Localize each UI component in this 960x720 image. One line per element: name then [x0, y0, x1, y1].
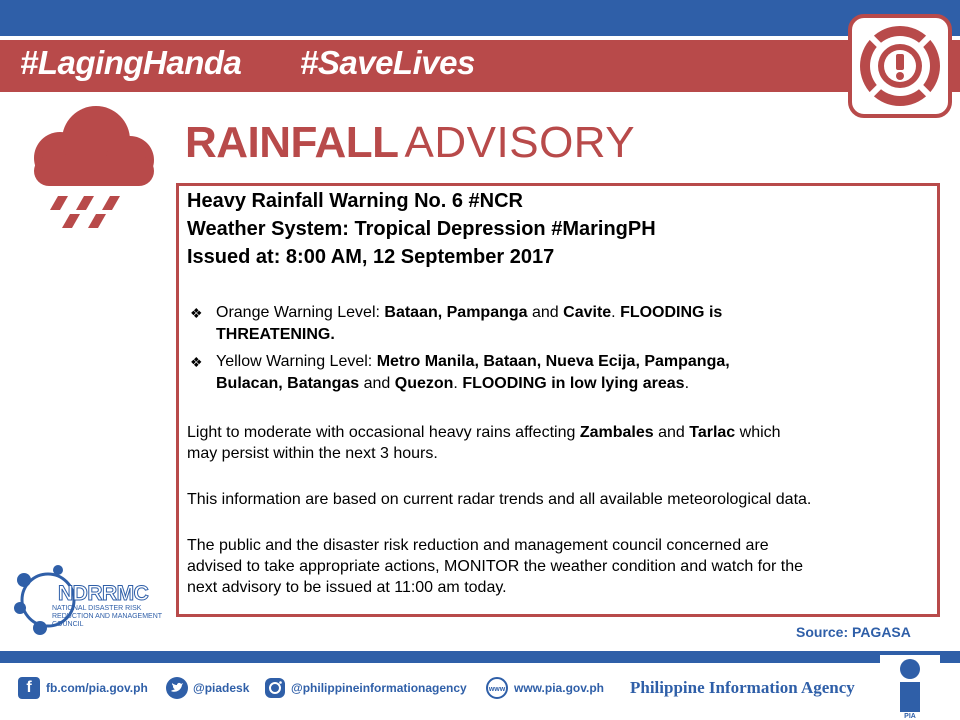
top-blue-bar — [0, 0, 960, 36]
twitter-handle[interactable]: @piadesk — [193, 681, 250, 695]
bottom-blue-bar — [0, 651, 960, 663]
rain-paragraph-line2: may persist within the next 3 hours. — [187, 445, 438, 462]
twitter-icon — [166, 677, 188, 699]
public-paragraph-line1: The public and the disaster risk reduction and management council concerned are — [187, 537, 769, 554]
svg-text:www: www — [488, 686, 506, 693]
ndrrmc-name: NDRRMC — [58, 582, 149, 605]
rain-cloud-icon — [18, 100, 168, 240]
title-advisory: ADVISORY — [404, 118, 636, 167]
instagram-handle[interactable]: @philippineinformationagency — [291, 681, 467, 695]
alert-lifebuoy-icon — [848, 14, 952, 118]
orange-warning-line1: Orange Warning Level: Bataan, Pampanga and Cavite. FLOODING is — [216, 304, 723, 321]
yellow-warning-line1: Yellow Warning Level: Metro Manila, Bataan, Nueva Ecija, Pampanga, — [216, 353, 730, 370]
pia-logo-icon — [880, 655, 940, 720]
svg-text:PIA: PIA — [904, 713, 916, 720]
public-paragraph-line3: next advisory to be issued at 11:00 am today. — [187, 579, 507, 596]
hashtag-laginghanda: #LagingHanda — [20, 44, 242, 81]
agency-name: Philippine Information Agency — [630, 678, 855, 697]
hashtag-savelives: #SaveLives — [300, 44, 475, 81]
bullet-diamond-icon: ❖ — [190, 305, 203, 321]
weather-system: Weather System: Tropical Depression #MaringPH — [187, 218, 656, 240]
website-link[interactable]: www.pia.gov.ph — [514, 681, 604, 695]
issued-at: Issued at: 8:00 AM, 12 September 2017 — [187, 246, 555, 268]
yellow-warning-line2: Bulacan, Batangas and Quezon. FLOODING in low lying areas. — [216, 375, 690, 392]
info-paragraph: This information are based on current radar trends and all available meteorological data. — [187, 491, 812, 508]
instagram-icon — [264, 677, 286, 699]
page-title — [185, 118, 635, 168]
globe-icon — [486, 677, 508, 699]
bullet-diamond-icon: ❖ — [190, 354, 203, 370]
ndrrmc-subtitle: NATIONAL DISASTER RISK REDUCTION AND MANAGEMENT COUNCIL — [52, 605, 162, 628]
public-paragraph-line2: advised to take appropriate actions, MONITOR the weather condition and watch for the — [187, 558, 804, 575]
warning-number: Heavy Rainfall Warning No. 6 #NCR — [187, 190, 523, 212]
source-label: Source: PAGASA — [796, 624, 911, 640]
title-rainfall: RAINFALL — [185, 118, 399, 167]
facebook-icon: f — [18, 677, 40, 699]
rain-paragraph-line1: Light to moderate with occasional heavy rains affecting Zambales and Tarlac which — [187, 424, 781, 441]
orange-warning-line2: THREATENING. — [216, 326, 335, 343]
facebook-link[interactable]: fb.com/pia.gov.ph — [46, 681, 148, 695]
